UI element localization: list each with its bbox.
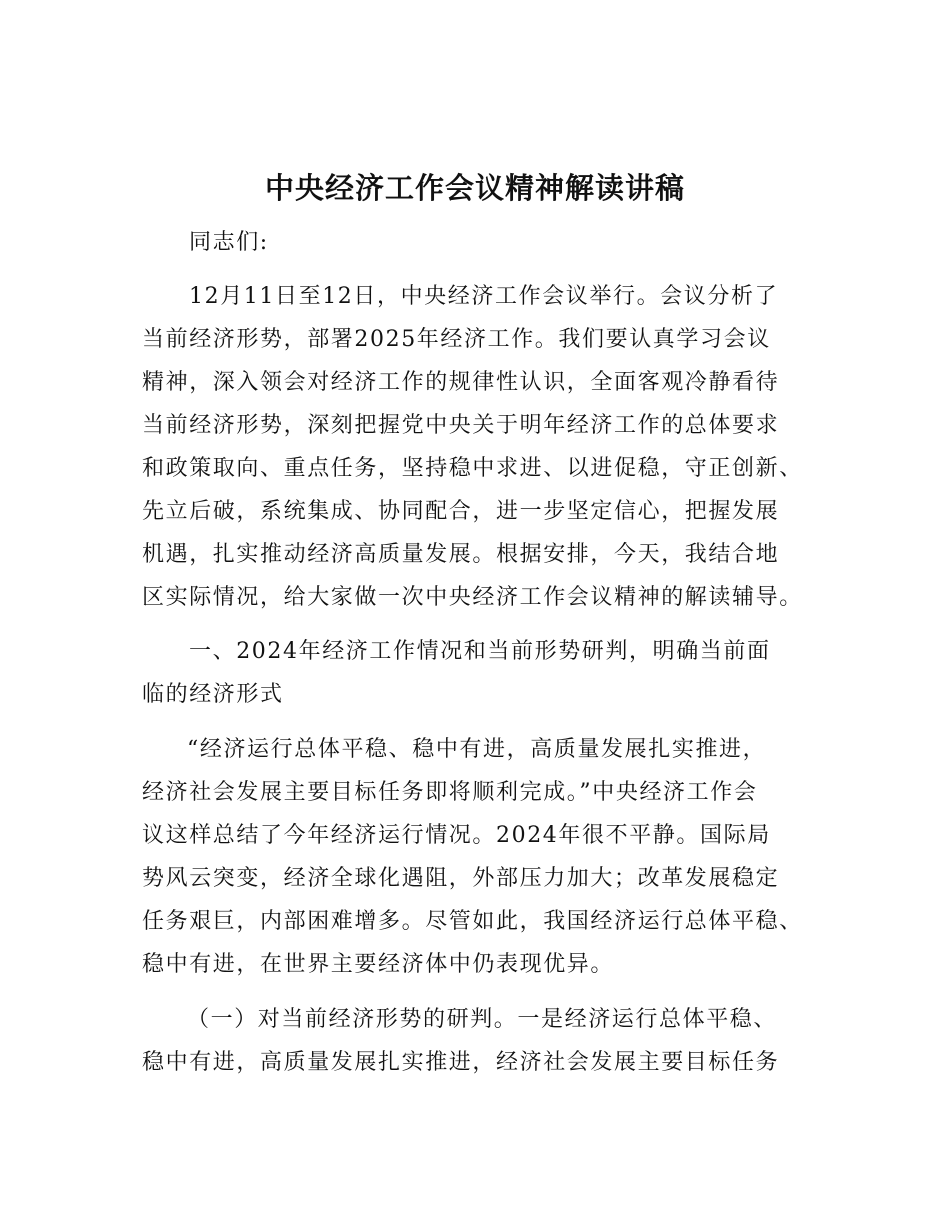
paragraph-line: 先立后破，系统集成、协同配合，进一步坚定信心，把握发展 <box>142 499 780 524</box>
salutation: 同志们: <box>189 230 269 255</box>
paragraph-line: “经济运行总体平稳、稳中有进，高质量发展扎实推进， <box>187 737 767 762</box>
section-heading-line: 临的经济形式 <box>142 682 284 707</box>
paragraph-line: 和政策取向、重点任务，坚持稳中求进、以进促稳，守正创新、 <box>142 456 803 481</box>
subsection-line: （一）对当前经济形势的研判。一是经济运行总体平稳、 <box>187 1007 778 1032</box>
paragraph-line: 议这样总结了今年经济运行情况。2024年很不平静。国际局 <box>142 823 771 848</box>
paragraph-line: 机遇，扎实推动经济高质量发展。根据安排，今天，我结合地 <box>142 542 780 567</box>
paragraph-line: 经济社会发展主要目标任务即将顺利完成。”中央经济工作会 <box>142 780 758 805</box>
paragraph-line: 精神，深入领会对经济工作的规律性认识，全面客观冷静看待 <box>142 370 780 395</box>
paragraph-line: 势风云突变，经济全球化遇阻，外部压力加大；改革发展稳定 <box>142 866 780 891</box>
paragraph-line: 12月11日至12日，中央经济工作会议举行。会议分析了 <box>189 284 779 309</box>
paragraph-line: 区实际情况，给大家做一次中央经济工作会议精神的解读辅导。 <box>142 585 803 610</box>
paragraph-line: 稳中有进，在世界主要经济体中仍表现优异。 <box>142 952 615 977</box>
paragraph-line: 当前经济形势，部署2025年经济工作。我们要认真学习会议 <box>142 327 771 352</box>
document-title: 中央经济工作会议精神解读讲稿 <box>264 171 685 205</box>
subsection-line: 稳中有进，高质量发展扎实推进，经济社会发展主要目标任务 <box>142 1050 780 1075</box>
paragraph-line: 任务艰巨，内部困难增多。尽管如此，我国经济运行总体平稳、 <box>142 909 803 934</box>
section-heading-line: 一、2024年经济工作情况和当前形势研判，明确当前面 <box>189 639 771 664</box>
paragraph-line: 当前经济形势，深刻把握党中央关于明年经济工作的总体要求 <box>142 413 780 438</box>
